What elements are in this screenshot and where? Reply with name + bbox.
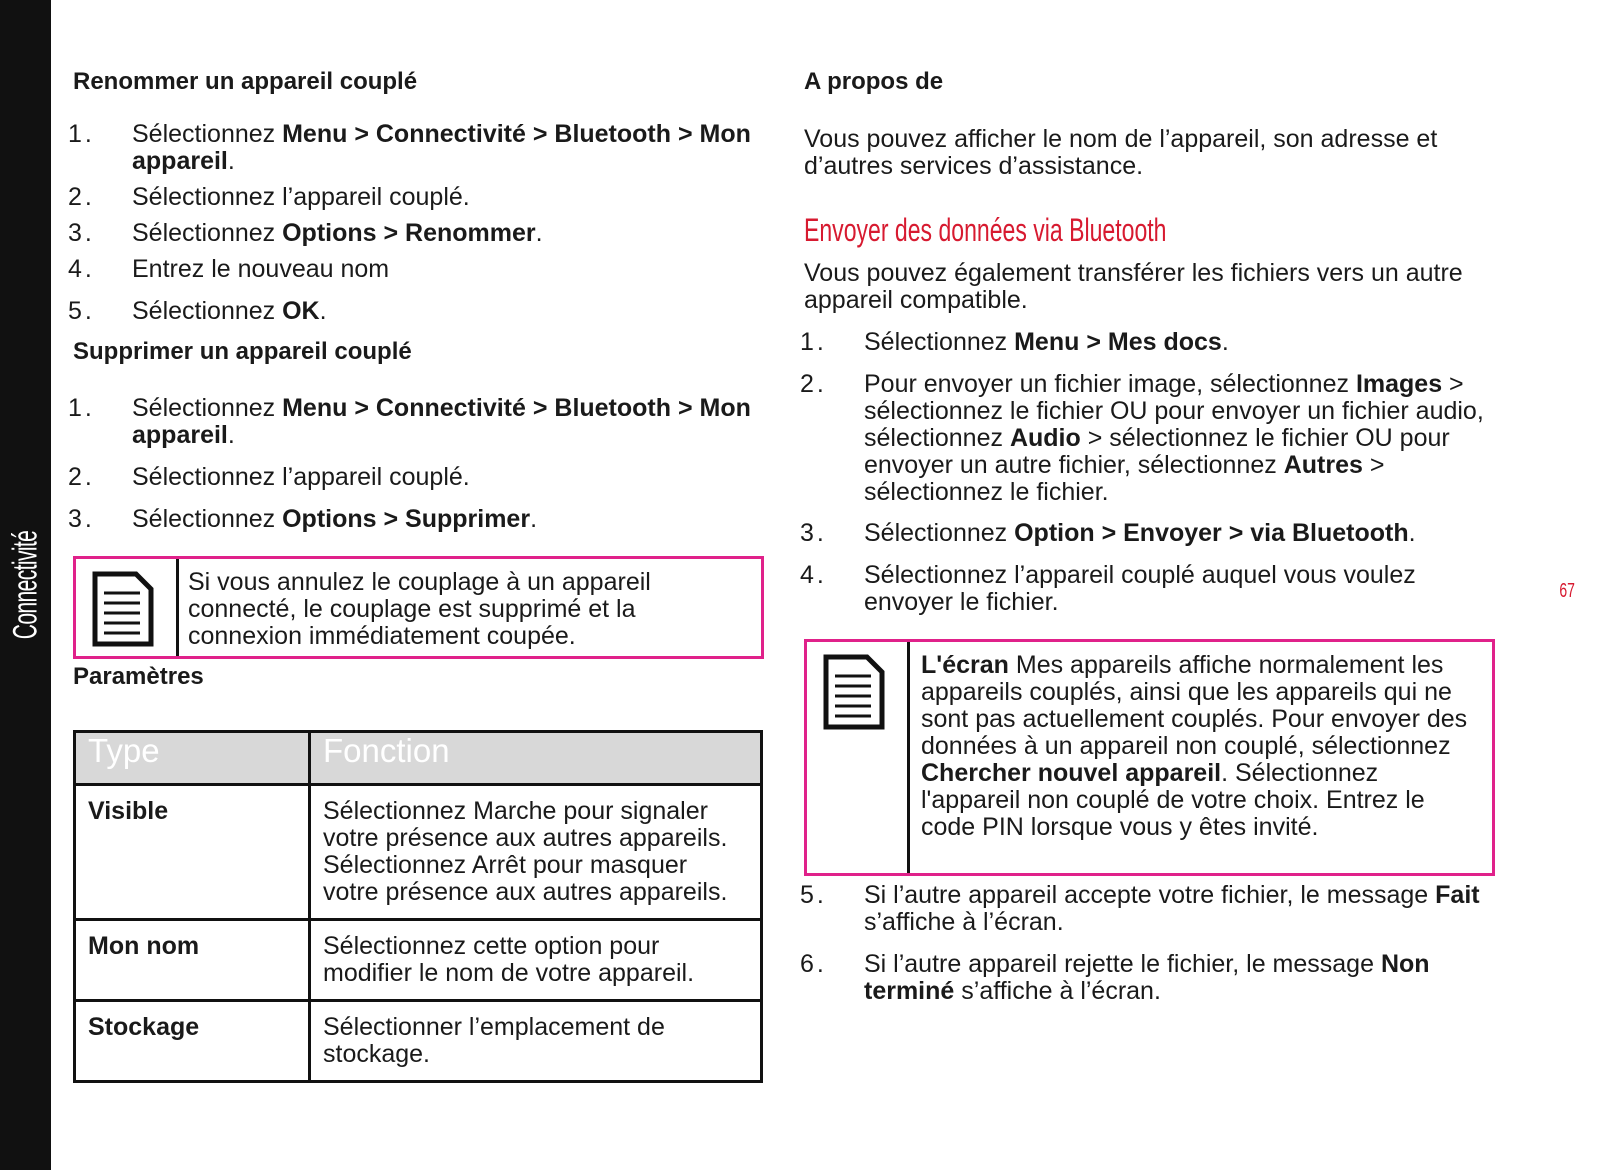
page-number: 67 [1559, 580, 1575, 602]
chapter-label: Connectivité [6, 530, 45, 640]
row-type: Stockage [75, 1001, 310, 1082]
table-row [75, 920, 762, 1001]
table-row [75, 785, 762, 920]
row-description: Sélectionnez Marche pour signaler votre présence aux autres appareils. Sélectionnez Arrêt pour masquer votre présence aux autres appareils. [310, 785, 762, 920]
note-box [804, 639, 1495, 876]
row-type: Visible [75, 785, 310, 920]
note-text: L'écran Mes appareils affiche normalement les appareils couplés, ainsi que les appareils qui ne sont pas actuellement couplés. Pour envoyer des données à un appareil non couplé, sélectionnez Chercher nouvel appareil. Sélectionnez l'appareil non couplé de votre choix. Entrez le code PIN lorsque vous y êtes invité. [921, 651, 1468, 841]
row-description: Sélectionner l’emplacement de stockage. [310, 1001, 762, 1082]
row-description: Sélectionnez cette option pour modifier le nom de votre appareil. [310, 920, 762, 1001]
about-text: Vous pouvez afficher le nom de l’appareil, son adresse et d’autres services d’assistance. [804, 125, 1438, 180]
table-row [75, 1001, 762, 1082]
rename-heading: Renommer un appareil couplé [73, 68, 418, 95]
note-icon-cell [76, 559, 179, 656]
about-heading: A propos de [804, 68, 944, 95]
send-intro: Vous pouvez également transférer les fichiers vers un autre appareil compatible. [804, 259, 1463, 314]
column-header-type: Type [75, 732, 310, 785]
params-heading: Paramètres [73, 663, 204, 690]
delete-heading: Supprimer un appareil couplé [73, 338, 412, 365]
table-header-row [75, 732, 762, 785]
document-icon [823, 654, 885, 730]
send-heading: Envoyer des données via Bluetooth [804, 212, 1167, 248]
note-box [73, 556, 764, 659]
note-text: Si vous annulez le couplage à un appareil connecté, le couplage est supprimé et la connexion immédiatement coupée. [188, 568, 651, 650]
note-icon-cell [807, 642, 910, 873]
document-icon [92, 571, 154, 647]
row-type: Mon nom [75, 920, 310, 1001]
params-table [73, 730, 763, 1083]
chapter-sidebar [0, 0, 51, 1170]
column-header-function: Fonction [310, 732, 762, 785]
